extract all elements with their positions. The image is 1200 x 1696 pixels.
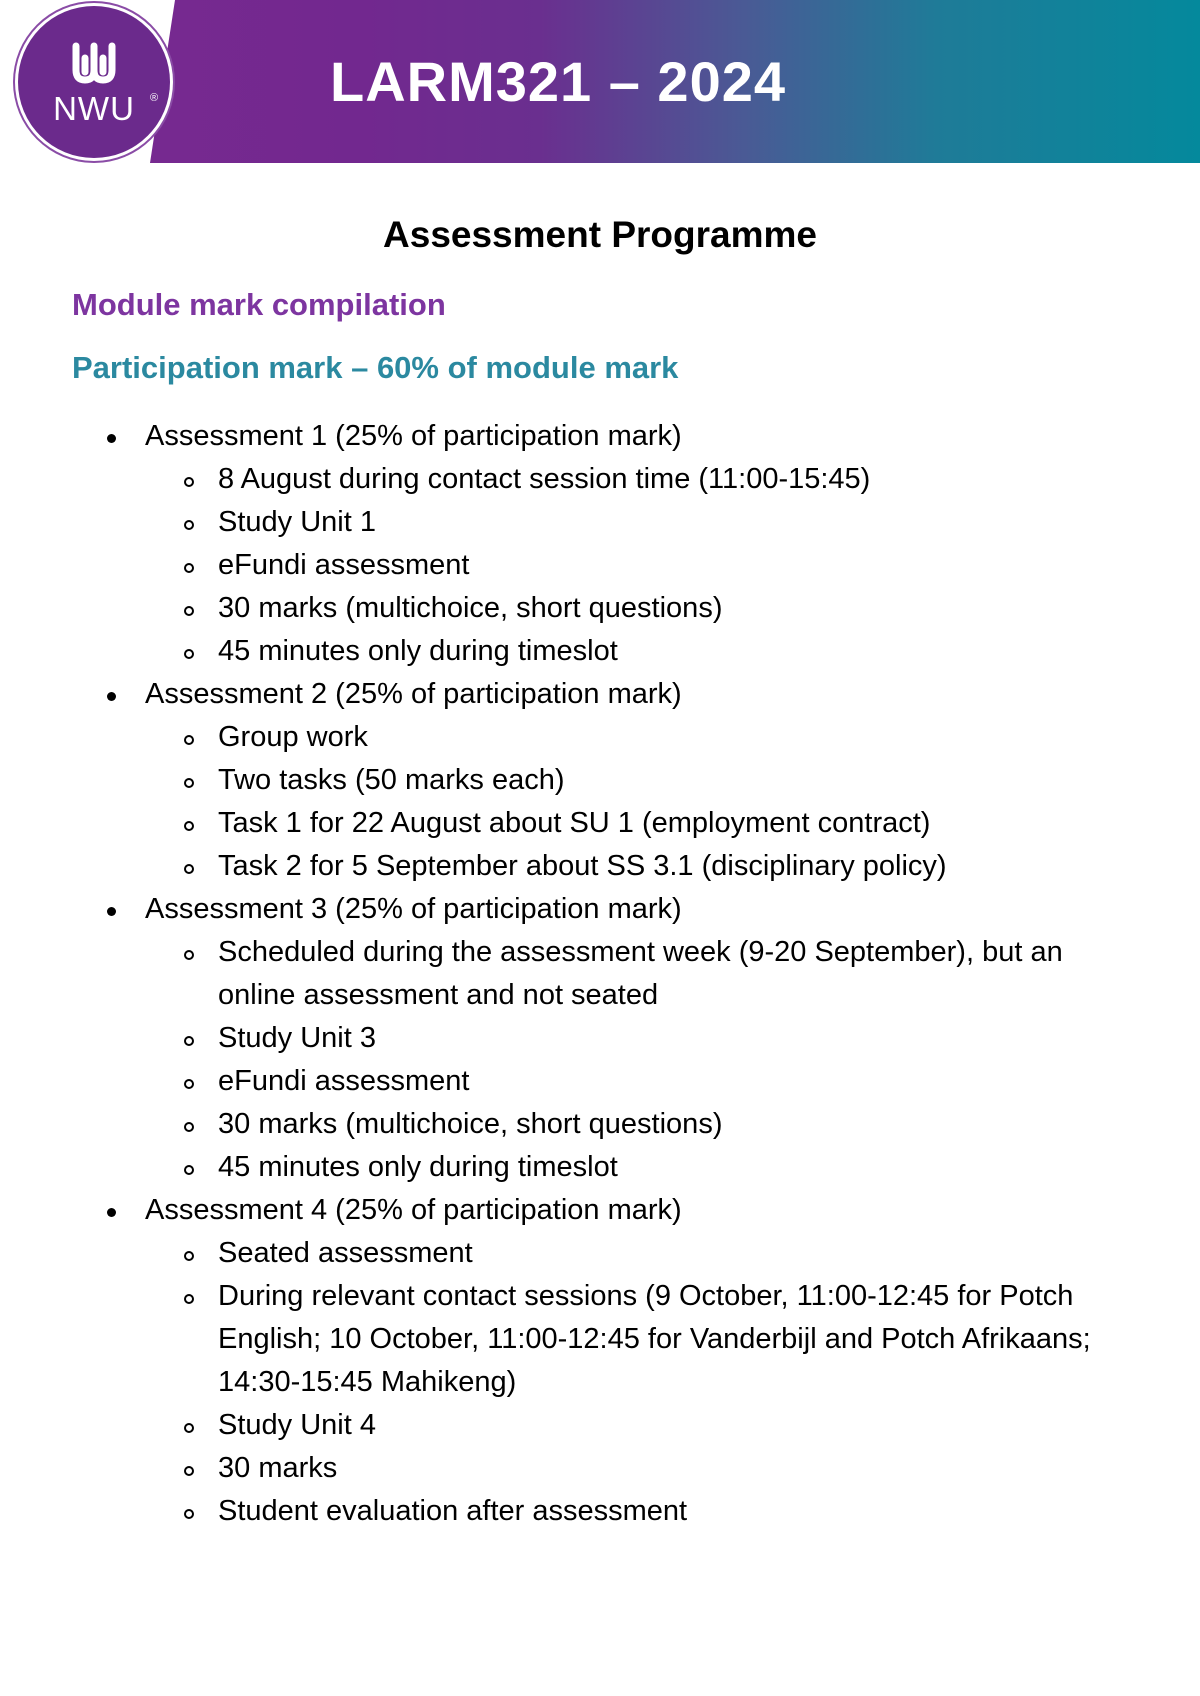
list-item xyxy=(0,759,1200,802)
bullet-icon xyxy=(107,1208,116,1217)
circle-bullet-icon xyxy=(184,520,194,530)
circle-bullet-icon xyxy=(184,735,194,745)
list-item xyxy=(0,501,1200,544)
list-item xyxy=(0,1404,1200,1447)
list-item-text: Study Unit 1 xyxy=(218,506,376,538)
list-item xyxy=(0,587,1200,630)
list-item-text: Seated assessment xyxy=(218,1237,473,1269)
list-item-text: 45 minutes only during timeslot xyxy=(218,635,618,667)
list-item-text: Student evaluation after assessment xyxy=(218,1495,688,1527)
banner-title: LARM321 – 2024 xyxy=(330,50,787,113)
list-item xyxy=(0,845,1200,888)
assessment-item xyxy=(0,673,1200,716)
circle-bullet-icon xyxy=(184,1294,194,1304)
list-item-text: 30 marks (multichoice, short questions) xyxy=(218,592,723,624)
page-title: Assessment Programme xyxy=(383,214,817,255)
list-item xyxy=(0,1232,1200,1275)
bullet-icon xyxy=(107,434,116,443)
assessment-item xyxy=(0,415,1200,458)
circle-bullet-icon xyxy=(184,950,194,960)
sub-heading: Participation mark – 60% of module mark xyxy=(72,350,679,385)
circle-bullet-icon xyxy=(184,1079,194,1089)
list-item xyxy=(0,1060,1200,1103)
registered-mark: ® xyxy=(150,92,159,104)
circle-bullet-icon xyxy=(184,606,194,616)
assessment-label: Assessment 3 (25% of participation mark) xyxy=(145,893,682,925)
list-item-text: 30 marks xyxy=(218,1452,338,1484)
list-item xyxy=(0,1146,1200,1189)
list-item xyxy=(0,931,1138,1017)
list-item-text: Two tasks (50 marks each) xyxy=(218,764,565,796)
list-item-text: 8 August during contact session time (11:00-15:45) xyxy=(218,463,871,495)
circle-bullet-icon xyxy=(184,1251,194,1261)
list-item xyxy=(0,544,1200,587)
nwu-logo xyxy=(18,6,170,158)
circle-bullet-icon xyxy=(184,649,194,659)
bullet-icon xyxy=(107,692,116,701)
assessment-item xyxy=(0,888,1200,931)
list-item-text: Scheduled during the assessment week (9-20 September), but an online assessment and not seated xyxy=(218,936,1063,1011)
list-item xyxy=(0,1275,1138,1404)
list-item xyxy=(0,716,1200,759)
list-item xyxy=(0,1490,1200,1533)
list-item-text: Task 1 for 22 August about SU 1 (employment contract) xyxy=(218,807,931,839)
logo-text: NWU xyxy=(53,90,135,127)
header-banner xyxy=(0,0,1200,163)
nwu-emblem-icon xyxy=(18,6,170,158)
circle-bullet-icon xyxy=(184,1036,194,1046)
list-item-text: 45 minutes only during timeslot xyxy=(218,1151,618,1183)
list-item-text: eFundi assessment xyxy=(218,549,470,581)
list-item-text: eFundi assessment xyxy=(218,1065,470,1097)
assessment-label: Assessment 4 (25% of participation mark) xyxy=(145,1194,682,1226)
circle-bullet-icon xyxy=(184,1122,194,1132)
list-item xyxy=(0,630,1200,673)
list-item xyxy=(0,1017,1200,1060)
circle-bullet-icon xyxy=(184,778,194,788)
circle-bullet-icon xyxy=(184,821,194,831)
list-item-text: During relevant contact sessions (9 October, 11:00-12:45 for Potch English; 10 October, 11:00-12:45 for Vanderbijl and Potch Afrikaans; 14:30-15:45 Mahikeng) xyxy=(218,1280,1091,1398)
list-item-text: Study Unit 4 xyxy=(218,1409,376,1441)
list-item-text: Group work xyxy=(218,721,368,753)
circle-bullet-icon xyxy=(184,1466,194,1476)
list-item xyxy=(0,802,1200,845)
list-item-text: Study Unit 3 xyxy=(218,1022,376,1054)
assessment-label: Assessment 1 (25% of participation mark) xyxy=(145,420,682,452)
list-item xyxy=(0,1103,1200,1146)
assessment-list xyxy=(0,415,1200,1533)
list-item xyxy=(0,458,1200,501)
circle-bullet-icon xyxy=(184,1423,194,1433)
circle-bullet-icon xyxy=(184,1165,194,1175)
circle-bullet-icon xyxy=(184,563,194,573)
list-item xyxy=(0,1447,1200,1490)
list-item-text: 30 marks (multichoice, short questions) xyxy=(218,1108,723,1140)
assessment-item xyxy=(0,1189,1200,1232)
circle-bullet-icon xyxy=(184,477,194,487)
section-heading: Module mark compilation xyxy=(72,287,446,322)
assessment-label: Assessment 2 (25% of participation mark) xyxy=(145,678,682,710)
circle-bullet-icon xyxy=(184,1509,194,1519)
list-item-text: Task 2 for 5 September about SS 3.1 (disciplinary policy) xyxy=(218,850,947,882)
bullet-icon xyxy=(107,907,116,916)
circle-bullet-icon xyxy=(184,864,194,874)
